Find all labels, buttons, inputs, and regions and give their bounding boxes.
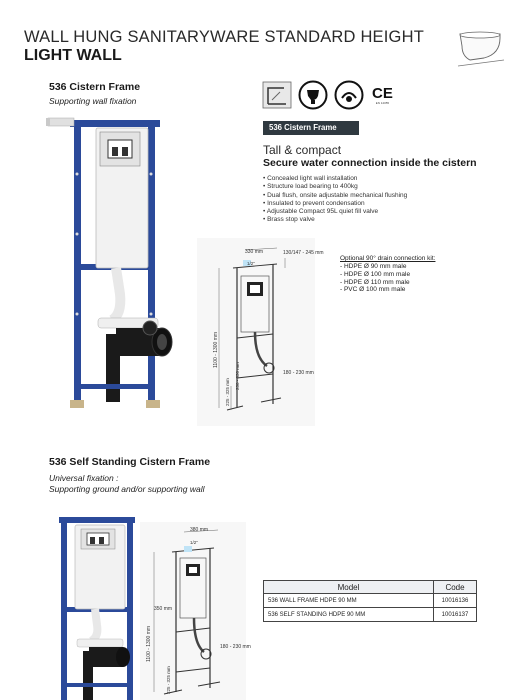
drain-kit-title: Optional 90° drain connection kit: — [340, 255, 436, 262]
toilet-seal-icon — [298, 80, 328, 110]
subheadline: Secure water connection inside the cistern — [263, 157, 477, 169]
dim2-thread: 1/2" — [190, 540, 198, 545]
feature-item: • Adjustable Compact 95L quiet fill valve — [263, 208, 407, 216]
dim2-lower: 225 - 325 mm — [166, 666, 171, 694]
code-cell: 10016137 — [434, 608, 477, 622]
cistern-frame-illustration — [40, 114, 180, 422]
technical-drawing-wall-frame — [197, 238, 324, 426]
product-tag: 536 Cistern Frame — [263, 121, 359, 135]
feature-item: • Structure load bearing to 400kg — [263, 183, 407, 191]
product-table — [263, 580, 477, 622]
drain-kit-item: - PVC Ø 100 mm male — [340, 286, 406, 294]
section1-title: 536 Cistern Frame — [49, 81, 141, 93]
drain-kit-item: - HDPE Ø 90 mm male — [340, 263, 407, 270]
code-cell: 10016136 — [434, 594, 477, 608]
feature-item: • Brass stop valve — [263, 216, 407, 224]
feature-item: • Insulated to prevent condensation — [263, 200, 407, 208]
ce-mark-caption: EN 14055 — [375, 100, 390, 105]
drain-kit-item: - HDPE Ø 110 mm male — [340, 278, 410, 286]
dim-top-width: 330 mm — [245, 249, 264, 255]
dim-height: 1100 - 1300 mm — [213, 331, 219, 368]
dim2-height: 1100 - 1300 mm — [146, 625, 152, 662]
feature-item: • Concealed light wall installation — [263, 175, 407, 183]
dim-thread: 1/2" — [247, 261, 255, 266]
model-cell: 536 SELF STANDING HDPE 90 MM — [264, 608, 434, 622]
feature-list — [263, 175, 407, 225]
dim-lower: 230 - 330 mm — [235, 362, 240, 390]
section2-title: 536 Self Standing Cistern Frame — [49, 456, 211, 468]
section2-subtitle-line2: Supporting ground and/or supporting wall — [49, 484, 205, 494]
ce-mark — [372, 86, 393, 105]
dim2-depth: 180 - 230 mm — [220, 644, 251, 650]
dim-low-left: 225 - 325 mm — [225, 378, 230, 406]
section2-subtitle-line1: Universal fixation : — [49, 473, 119, 483]
dim-offset: 130/147 - 245 mm — [283, 250, 324, 256]
wall-hung-toilet-icon — [456, 26, 506, 68]
certification-icons — [262, 80, 393, 110]
ce-mark-text: CE — [372, 84, 393, 102]
model-cell: 536 WALL FRAME HDPE 90 MM — [264, 594, 434, 608]
page-title-line1: WALL HUNG SANITARYWARE STANDARD HEIGHT — [24, 28, 424, 46]
feature-item: • Dual flush, onsite adjustable mechanical flushing — [263, 192, 407, 200]
page-title-line2: LIGHT WALL — [24, 47, 122, 64]
drain-kit-info — [340, 255, 435, 294]
drain-kit-item: - HDPE Ø 100 mm male — [340, 270, 411, 278]
table-row — [264, 608, 477, 622]
self-standing-frame-illustration — [55, 515, 140, 700]
column-header-model: Model — [264, 581, 434, 594]
column-header-code: Code — [434, 581, 477, 594]
section1-subtitle: Supporting wall fixation — [49, 96, 137, 106]
table-row — [264, 594, 477, 608]
technical-drawing-self-standing — [140, 522, 251, 700]
headline: Tall & compact — [263, 143, 342, 157]
dim2-mid: 350 mm — [154, 606, 173, 612]
quality-seal-icon — [334, 80, 364, 110]
dim-depth: 180 - 230 mm — [283, 370, 314, 376]
dim2-top-width: 380 mm — [190, 527, 209, 533]
installation-diagram-icon — [262, 80, 292, 110]
